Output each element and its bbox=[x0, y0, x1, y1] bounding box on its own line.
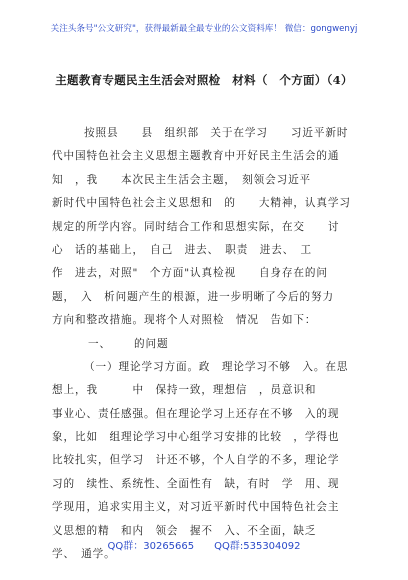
document-body bbox=[52, 122, 392, 566]
footer-note: QQ群：30265665 QQ群:535304092 bbox=[107, 541, 301, 552]
paragraph-line: 比较扎实，但学习 计还不够，个人自学的不多，理论学 bbox=[52, 454, 340, 467]
section-heading bbox=[52, 333, 392, 356]
paragraph-line: 按照县 县 组织部 关于在学习 习近平新时 bbox=[84, 127, 349, 139]
paragraph-line: 义思想的精 和内 领会 握不 入、不全面，缺乏 bbox=[52, 524, 317, 537]
paragraph-line: 新时代中国特色社会主义思想和 的 大精神，认真学习 bbox=[52, 197, 351, 210]
section-heading-text: 的问题 bbox=[134, 337, 169, 350]
section-heading-number: 一、 bbox=[88, 337, 111, 350]
header-note: 关注头条号"公文研究"，获得最新最全最专业的公文资料库！ 微信：gongwenyj bbox=[50, 24, 358, 34]
paragraph-line: 代中国特色社会主义思想主题教育中开好民主生活会的通 bbox=[52, 150, 340, 163]
paragraph-line: 事业心、责任感强。但在理论学习上还存在不够 入的现 bbox=[52, 407, 340, 420]
paragraph-line: 规定的所学内容。同时结合工作和思想实际，在交 讨 bbox=[52, 220, 340, 233]
paragraph-line: （一）理论学习方面。政 理论学习不够 入。在思 bbox=[84, 360, 349, 373]
paragraph-line: 学、 通学。 bbox=[52, 548, 116, 561]
document-title: 主题教育专题民主生活会对照检 材料（ 个方面）（4） bbox=[55, 73, 353, 87]
paragraph-line: 习的 续性、系统性、全面性有 缺，有时 学 用、现 bbox=[52, 477, 340, 490]
paragraph-line: 作 进去，对照" 个方面"认真检视 自身存在的问 bbox=[52, 267, 328, 280]
paragraph-line: 知 ，我 本次民主生活会主题， 刻领会习近平 bbox=[52, 173, 312, 186]
paragraph-line: 象，比如 组理论学习中心组学习安排的比较 ，学得也 bbox=[52, 431, 340, 444]
paragraph-line: 题， 入 析问题产生的根源，进一步明晰了今后的努力 bbox=[52, 290, 335, 303]
paragraph-line: 方向和整改措施。现将个人对照检 情况 告如下： bbox=[52, 314, 317, 327]
paragraph-line: 学现用，追求实用主义，对习近平新时代中国特色社会主 bbox=[52, 501, 340, 514]
paragraph-line: 想上，我 中 保持一致，理想信 ，员意识和 bbox=[52, 384, 317, 397]
paragraph-line: 心 话的基础上， 自己 进去、 职责 进去、 工 bbox=[52, 243, 312, 256]
